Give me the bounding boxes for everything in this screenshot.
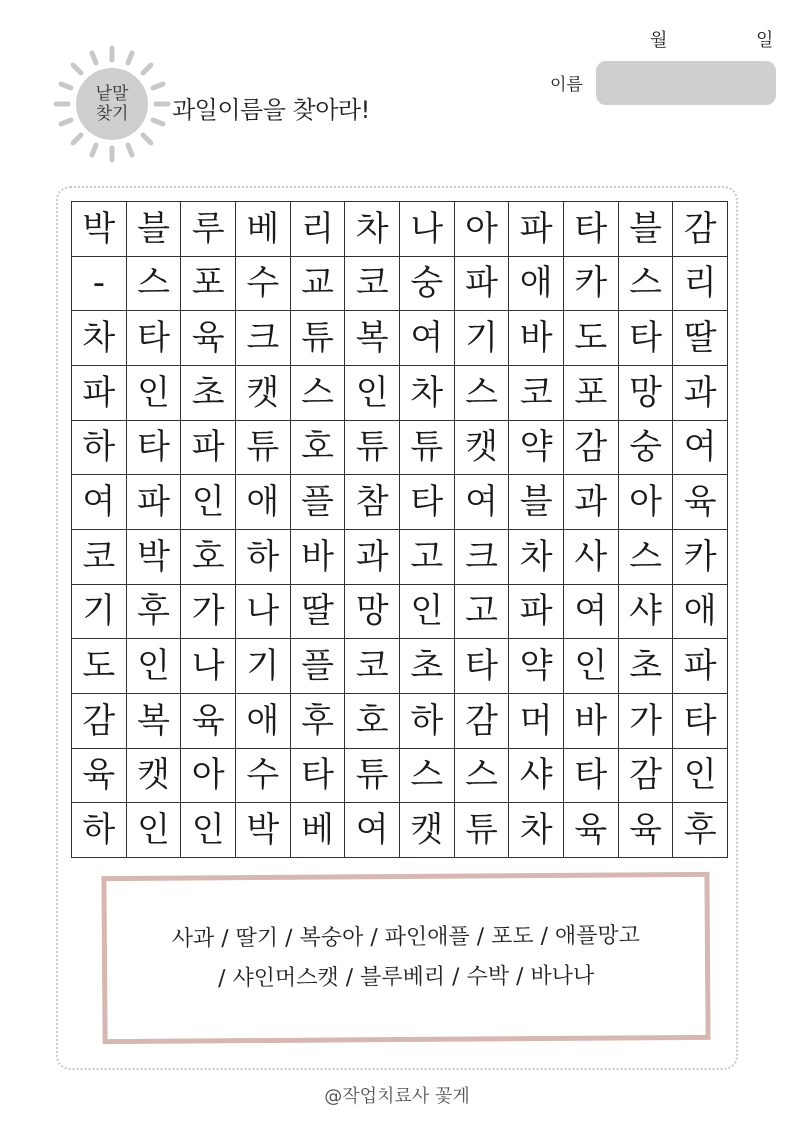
grid-cell[interactable]: 샤 (619, 585, 674, 640)
grid-cell[interactable]: 스 (455, 366, 510, 421)
grid-cell[interactable]: 기 (236, 639, 291, 694)
grid-cell[interactable]: 인 (181, 475, 236, 530)
grid-cell[interactable]: 나 (236, 585, 291, 640)
grid-cell[interactable]: 수 (236, 749, 291, 804)
grid-cell[interactable]: 기 (72, 585, 127, 640)
grid-cell[interactable]: 감 (619, 749, 674, 804)
grid-cell[interactable]: 육 (619, 803, 674, 858)
grid-cell[interactable]: 블 (127, 202, 182, 257)
grid-cell[interactable]: 튜 (345, 749, 400, 804)
grid-cell[interactable]: 육 (564, 803, 619, 858)
grid-cell[interactable]: 나 (400, 202, 455, 257)
word-search-grid (71, 201, 728, 858)
grid-cell[interactable]: 과 (673, 366, 728, 421)
grid-cell[interactable]: 바 (564, 694, 619, 749)
grid-cell[interactable]: 사 (564, 530, 619, 585)
grid-cell[interactable]: 카 (673, 530, 728, 585)
grid-cell[interactable]: 타 (291, 749, 346, 804)
grid-cell[interactable]: 샤 (509, 749, 564, 804)
grid-cell[interactable]: 육 (673, 475, 728, 530)
grid-cell[interactable]: 숭 (400, 257, 455, 312)
grid-cell[interactable]: 여 (72, 475, 127, 530)
name-field[interactable] (596, 61, 776, 105)
grid-cell[interactable]: 호 (345, 694, 400, 749)
grid-cell[interactable]: 박 (127, 530, 182, 585)
grid-cell[interactable]: 파 (509, 585, 564, 640)
grid-cell[interactable]: 타 (564, 749, 619, 804)
grid-cell[interactable]: 파 (181, 421, 236, 476)
grid-cell[interactable]: 타 (455, 639, 510, 694)
grid-cell[interactable]: 복 (345, 311, 400, 366)
grid-cell[interactable]: 코 (345, 639, 400, 694)
grid-cell[interactable]: 도 (72, 639, 127, 694)
grid-cell[interactable]: 하 (236, 530, 291, 585)
grid-cell[interactable]: 인 (127, 639, 182, 694)
grid-cell[interactable]: 베 (291, 803, 346, 858)
grid-cell[interactable]: 과 (345, 530, 400, 585)
grid-cell[interactable]: 도 (564, 311, 619, 366)
grid-cell[interactable]: 차 (72, 311, 127, 366)
grid-cell[interactable]: 숭 (619, 421, 674, 476)
grid-cell[interactable]: 차 (509, 530, 564, 585)
grid-cell[interactable]: 아 (455, 202, 510, 257)
grid-cell[interactable]: 딸 (291, 585, 346, 640)
grid-cell[interactable]: 아 (181, 749, 236, 804)
grid-cell[interactable]: 망 (345, 585, 400, 640)
grid-cell[interactable]: 하 (400, 694, 455, 749)
grid-cell[interactable]: 바 (509, 311, 564, 366)
grid-cell[interactable]: 튜 (400, 421, 455, 476)
grid-cell[interactable]: 리 (673, 257, 728, 312)
grid-cell[interactable]: 차 (509, 803, 564, 858)
grid-cell[interactable]: 초 (400, 639, 455, 694)
grid-cell[interactable]: 튜 (291, 311, 346, 366)
grid-cell[interactable]: 인 (345, 366, 400, 421)
grid-cell[interactable]: 가 (181, 585, 236, 640)
grid-cell[interactable]: 육 (181, 694, 236, 749)
grid-cell[interactable]: 크 (455, 530, 510, 585)
grid-cell[interactable]: 머 (509, 694, 564, 749)
grid-cell[interactable]: 아 (619, 475, 674, 530)
grid-cell[interactable]: 스 (619, 257, 674, 312)
word-bank (101, 872, 710, 1044)
grid-cell[interactable]: 딸 (673, 311, 728, 366)
grid-cell[interactable]: 여 (345, 803, 400, 858)
page-title: 과일이름을 찾아라! (172, 96, 370, 124)
grid-cell[interactable]: 카 (564, 257, 619, 312)
grid-cell[interactable]: 인 (127, 366, 182, 421)
grid-cell[interactable]: 파 (509, 202, 564, 257)
grid-cell[interactable]: 애 (236, 694, 291, 749)
grid-cell[interactable]: 여 (455, 475, 510, 530)
grid-cell[interactable]: 여 (400, 311, 455, 366)
grid-cell[interactable]: 캣 (236, 366, 291, 421)
grid-cell[interactable]: 육 (181, 311, 236, 366)
grid-cell[interactable]: 타 (619, 311, 674, 366)
activity-badge (82, 76, 142, 132)
word-bank-line-1: 사과 / 딸기 / 복숭아 / 파인애플 / 포도 / 애플망고 (171, 923, 641, 952)
grid-cell[interactable]: 애 (673, 585, 728, 640)
grid-cell[interactable]: 리 (291, 202, 346, 257)
grid-cell[interactable]: 교 (291, 257, 346, 312)
grid-cell[interactable]: 약 (509, 421, 564, 476)
grid-cell[interactable]: - (72, 257, 127, 312)
footer-credit: @작업치료사 꽃게 (324, 1086, 470, 1107)
grid-cell[interactable]: 박 (72, 202, 127, 257)
grid-cell[interactable]: 블 (619, 202, 674, 257)
grid-cell[interactable]: 베 (236, 202, 291, 257)
grid-cell[interactable]: 코 (509, 366, 564, 421)
grid-cell[interactable]: 스 (455, 749, 510, 804)
grid-cell[interactable]: 파 (673, 639, 728, 694)
grid-cell[interactable]: 인 (127, 803, 182, 858)
grid-cell[interactable]: 인 (181, 803, 236, 858)
grid-cell[interactable]: 파 (127, 475, 182, 530)
grid-cell[interactable]: 튜 (236, 421, 291, 476)
grid-cell[interactable]: 나 (181, 639, 236, 694)
grid-cell[interactable]: 후 (291, 694, 346, 749)
grid-cell[interactable]: 고 (400, 530, 455, 585)
grid-cell[interactable]: 육 (72, 749, 127, 804)
grid-cell[interactable]: 스 (291, 366, 346, 421)
grid-cell[interactable]: 초 (619, 639, 674, 694)
grid-cell[interactable]: 애 (236, 475, 291, 530)
grid-cell[interactable]: 차 (345, 202, 400, 257)
grid-cell[interactable]: 플 (291, 639, 346, 694)
grid-cell[interactable]: 포 (564, 366, 619, 421)
grid-cell[interactable]: 인 (564, 639, 619, 694)
grid-cell[interactable]: 기 (455, 311, 510, 366)
grid-cell[interactable]: 포 (181, 257, 236, 312)
grid-cell[interactable]: 망 (619, 366, 674, 421)
grid-cell[interactable]: 타 (673, 694, 728, 749)
grid-cell[interactable]: 인 (673, 749, 728, 804)
grid-cell[interactable]: 튜 (345, 421, 400, 476)
grid-cell[interactable]: 코 (345, 257, 400, 312)
grid-cell[interactable]: 감 (455, 694, 510, 749)
grid-cell[interactable]: 하 (72, 803, 127, 858)
grid-cell[interactable]: 플 (291, 475, 346, 530)
grid-cell[interactable]: 캣 (455, 421, 510, 476)
grid-cell[interactable]: 인 (400, 585, 455, 640)
grid-cell[interactable]: 수 (236, 257, 291, 312)
grid-cell[interactable]: 가 (619, 694, 674, 749)
grid-cell[interactable]: 과 (564, 475, 619, 530)
grid-cell[interactable]: 루 (181, 202, 236, 257)
grid-cell[interactable]: 박 (236, 803, 291, 858)
grid-cell[interactable]: 타 (564, 202, 619, 257)
grid-cell[interactable]: 여 (564, 585, 619, 640)
grid-cell[interactable]: 크 (236, 311, 291, 366)
grid-cell[interactable]: 차 (400, 366, 455, 421)
name-label: 이름 (550, 75, 583, 95)
grid-cell[interactable]: 캣 (127, 749, 182, 804)
grid-cell[interactable]: 약 (509, 639, 564, 694)
grid-cell[interactable]: 스 (619, 530, 674, 585)
month-label: 월 (650, 30, 668, 51)
grid-cell[interactable]: 타 (127, 421, 182, 476)
grid-cell[interactable]: 파 (72, 366, 127, 421)
grid-cell[interactable]: 호 (291, 421, 346, 476)
badge-line-2: 찾기 (95, 104, 129, 124)
grid-cell[interactable]: 복 (127, 694, 182, 749)
grid-cell[interactable]: 캣 (400, 803, 455, 858)
grid-cell[interactable]: 튜 (455, 803, 510, 858)
grid-cell[interactable]: 하 (72, 421, 127, 476)
grid-cell[interactable]: 참 (345, 475, 400, 530)
day-label: 일 (756, 30, 774, 51)
grid-cell[interactable]: 여 (673, 421, 728, 476)
grid-cell[interactable]: 후 (127, 585, 182, 640)
grid-cell[interactable]: 타 (400, 475, 455, 530)
grid-cell[interactable]: 감 (72, 694, 127, 749)
grid-cell[interactable]: 코 (72, 530, 127, 585)
grid-cell[interactable]: 애 (509, 257, 564, 312)
grid-cell[interactable]: 감 (564, 421, 619, 476)
grid-cell[interactable]: 고 (455, 585, 510, 640)
grid-cell[interactable]: 블 (509, 475, 564, 530)
badge-line-1: 낱말 (95, 84, 129, 104)
grid-cell[interactable]: 감 (673, 202, 728, 257)
grid-cell[interactable]: 파 (455, 257, 510, 312)
grid-cell[interactable]: 바 (291, 530, 346, 585)
grid-cell[interactable]: 후 (673, 803, 728, 858)
grid-cell[interactable]: 호 (181, 530, 236, 585)
grid-cell[interactable]: 타 (127, 311, 182, 366)
grid-cell[interactable]: 스 (400, 749, 455, 804)
word-bank-line-2: / 샤인머스캣 / 블루베리 / 수박 / 바나나 (217, 963, 595, 992)
grid-cell[interactable]: 스 (127, 257, 182, 312)
grid-cell[interactable]: 초 (181, 366, 236, 421)
